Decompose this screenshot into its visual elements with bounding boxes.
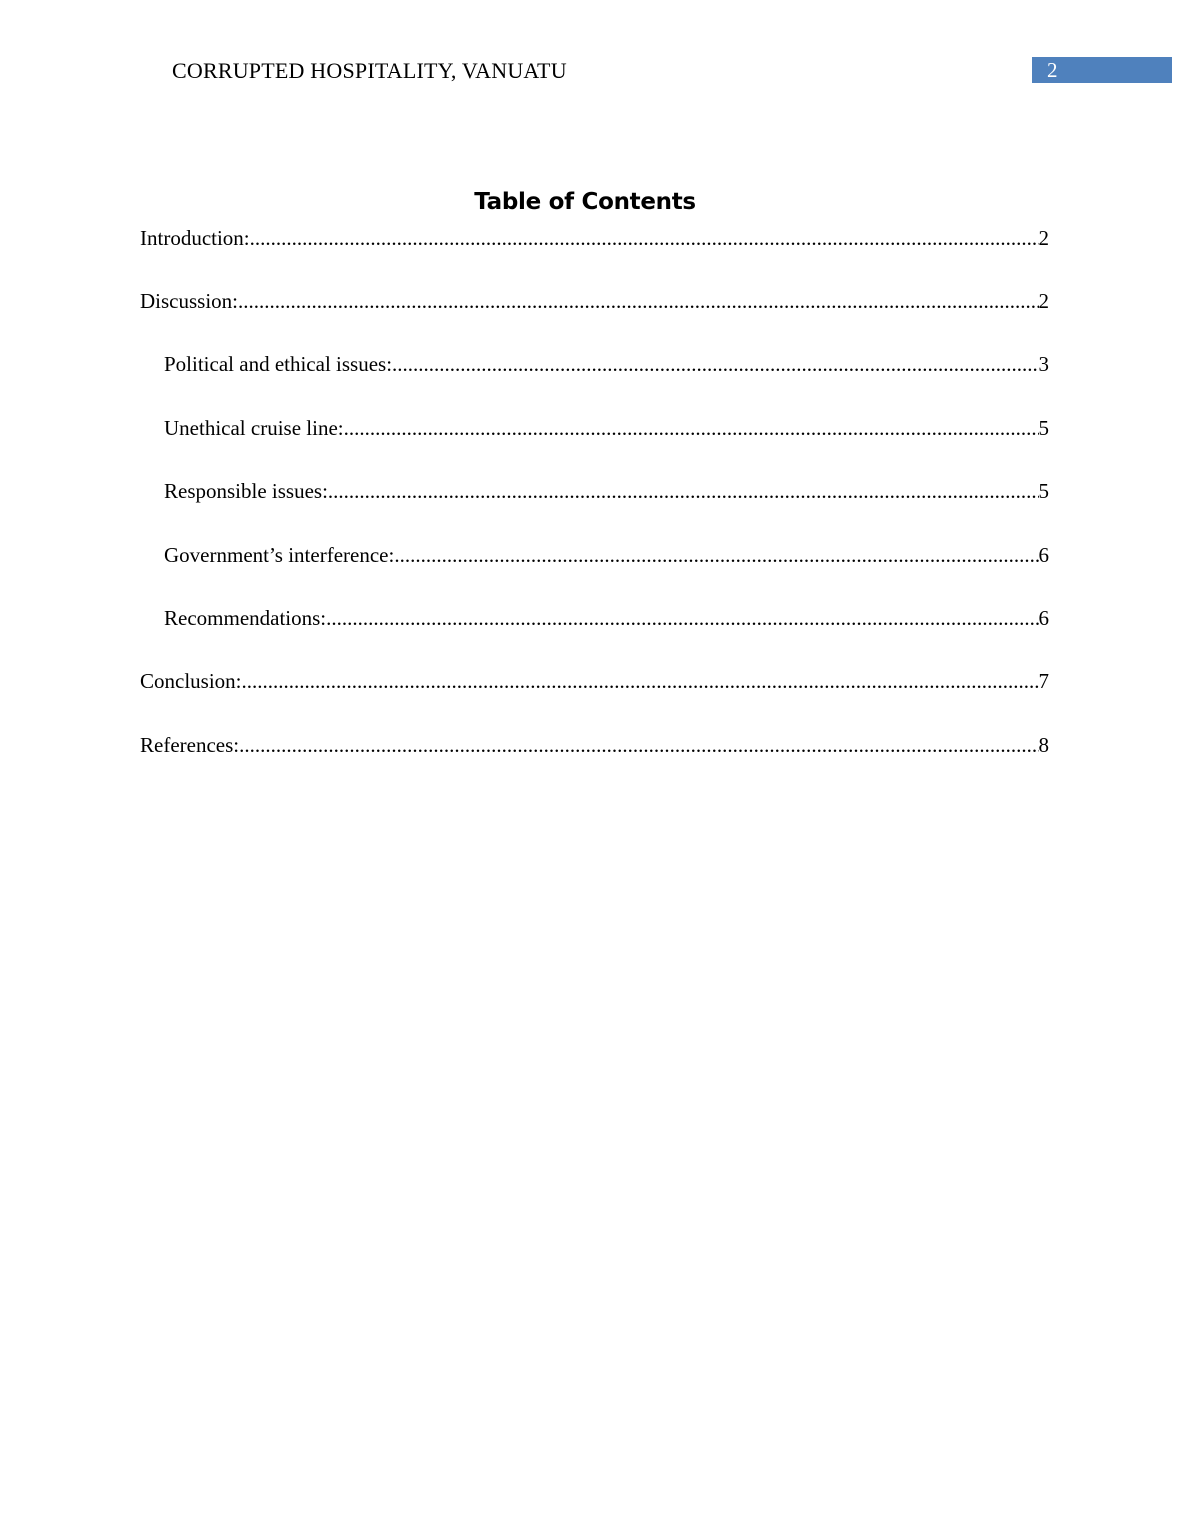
toc-entry-political-ethical-issues[interactable] [164,350,1049,378]
toc-entry-page: 8 [1038,733,1049,757]
running-header-title: CORRUPTED HOSPITALITY, VANUATU [172,58,567,83]
toc-entry-page: 6 [1038,543,1049,567]
toc-dot-leader [328,477,1039,505]
toc-entry-recommendations[interactable] [164,604,1049,632]
toc-entry-introduction[interactable] [140,224,1049,252]
page-number: 2 [1047,58,1058,82]
toc-dot-leader [238,287,1038,315]
toc-dot-leader [344,414,1039,442]
toc-entry-label: Discussion: [140,289,239,313]
toc-entry-label: Recommendations: [164,606,327,630]
toc-entry-page: 2 [1038,289,1049,313]
toc-entry-label: Political and ethical issues: [164,352,393,376]
toc-entry-page: 6 [1038,606,1049,630]
toc-dot-leader [392,350,1038,378]
toc-entry-government-interference[interactable] [164,541,1049,569]
toc-entry-unethical-cruise-line[interactable] [164,414,1049,442]
toc-entry-label: Conclusion: [140,669,242,693]
toc-entry-page: 3 [1038,352,1049,376]
toc-heading: Table of Contents [474,189,696,215]
toc-entry-page: 2 [1038,226,1049,250]
toc-entry-references[interactable] [140,731,1049,759]
toc-entry-label: References: [140,733,240,757]
toc-entry-page: 5 [1038,416,1049,440]
toc-entry-label: Introduction: [140,226,250,250]
toc-entry-label: Unethical cruise line: [164,416,344,440]
toc-dot-leader [250,224,1039,252]
toc-entry-label: Government’s interference: [164,543,395,567]
toc-entry-page: 7 [1038,669,1049,693]
toc-entry-label: Responsible issues: [164,479,328,503]
toc-entry-conclusion[interactable] [140,667,1049,695]
toc-dot-leader [242,667,1039,695]
toc-entry-discussion[interactable] [140,287,1049,315]
toc-entry-page: 5 [1038,479,1049,503]
toc-dot-leader [394,541,1038,569]
toc-dot-leader [326,604,1038,632]
toc-entry-responsible-issues[interactable] [164,477,1049,505]
toc-dot-leader [239,731,1038,759]
page-number-badge [1032,57,1172,83]
